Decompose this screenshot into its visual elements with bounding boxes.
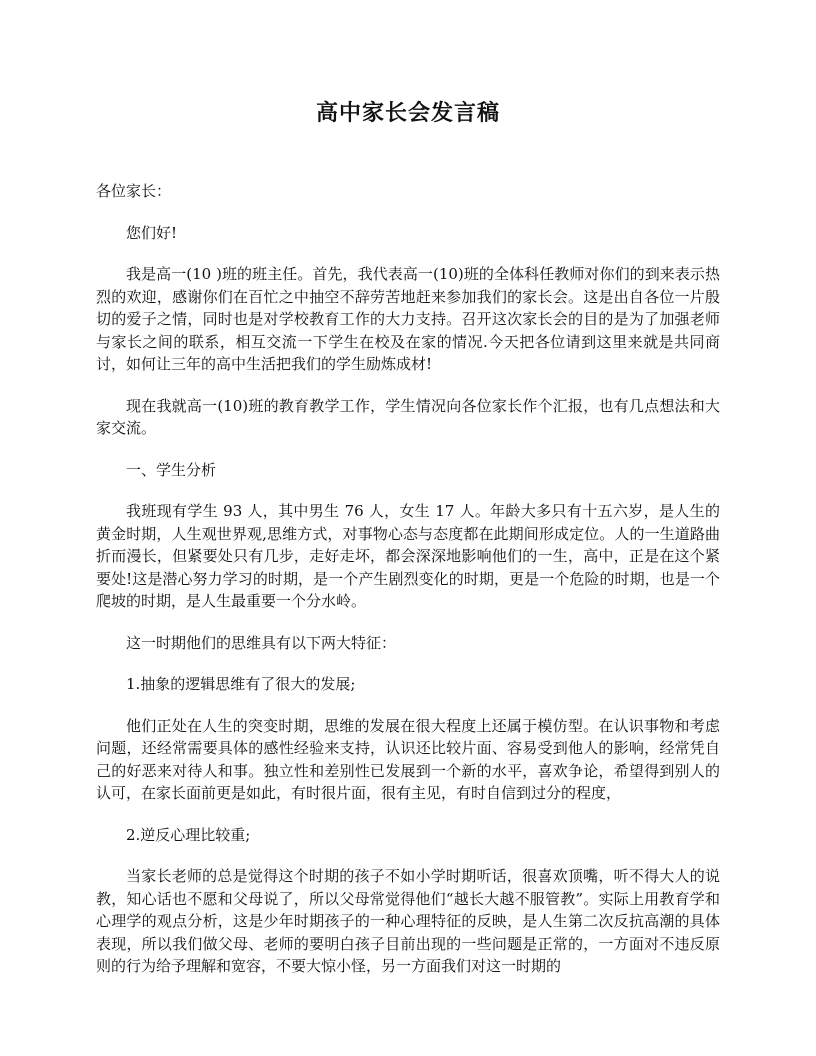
- paragraph-feature-2: 当家长老师的总是觉得这个时期的孩子不如小学时期听话，很喜欢顶嘴，听不得大人的说教，知心话也不愿和父母说了，所以父母常觉得他们“越长大越不服管教”。实际上用教育学和心理学的观点分析，这是少年时期孩子的一种心理特征的反映，是人生第二次反抗高潮的具体表现，所以我们做父母、老师的要明白孩子目前出现的一些问题是正常的，一方面对不违反原则的行为给予理解和宽容，不要大惊小怪，另一方面我们对这一时期的: [96, 867, 720, 975]
- paragraph-intro: 我是高一(10 )班的班主任。首先，我代表高一(10)班的全体科任教师对你们的到来表示热烈的欢迎，感谢你们在百忙之中抽空不辞劳苦地赶来参加我们的家长会。这是出自各位一片殷切的爱子之情，同时也是对学校教育工作的大力支持。召开这次家长会的目的是为了加强老师与家长之间的联系，相互交流一下学生在校及在家的情况.今天把各位请到这里来就是共同商讨，如何让三年的高中生活把我们的学生励炼成材!: [96, 265, 720, 373]
- document-body: [96, 180, 720, 997]
- section-heading: 一、学生分析: [126, 460, 217, 479]
- paragraph-students: 我班现有学生 93 人，其中男生 76 人，女生 17 人。年龄大多只有十五六岁，是人生的黄金时期，人生观世界观,思维方式，对事物心态与态度都在此期间形成定位。人的一生道路曲折而漫长，但紧要处只有几步，走好走坏，都会深深地影响他们的一生，高中，正是在这个紧要处!这是潜心努力学习的时期，是一个产生剧烈变化的时期，更是一个危险的时期，也是一个爬坡的时期，是人生最重要一个分水岭。: [96, 502, 720, 610]
- paragraph-report: 现在我就高一(10)班的教育教学工作，学生情况向各位家长作个汇报，也有几点想法和大家交流。: [96, 396, 720, 437]
- feature-heading-1: 1.抽象的逻辑思维有了很大的发展;: [126, 675, 356, 693]
- feature-heading-2: 2.逆反心理比较重;: [126, 825, 251, 844]
- paragraph-features-lead: 这一时期他们的思维具有以下两大特征：: [126, 633, 397, 652]
- salutation: 各位家长：: [96, 182, 172, 200]
- document-title: 高中家长会发言稿: [315, 100, 500, 126]
- greeting: 您们好!: [126, 223, 178, 242]
- paragraph-feature-1: 他们正处在人生的突变时期，思维的发展在很大程度上还属于模仿型。在认识事物和考虑问题，还经常需要具体的感性经验来支持，认识还比较片面、容易受到他人的影响，经常凭自己的好恶来对待人和事。独立性和差别性已发展到一个新的水平，喜欢争论，希望得到别人的认可，在家长面前更是如此，有时很片面，很有主见，有时自信到过分的程度，: [96, 716, 720, 802]
